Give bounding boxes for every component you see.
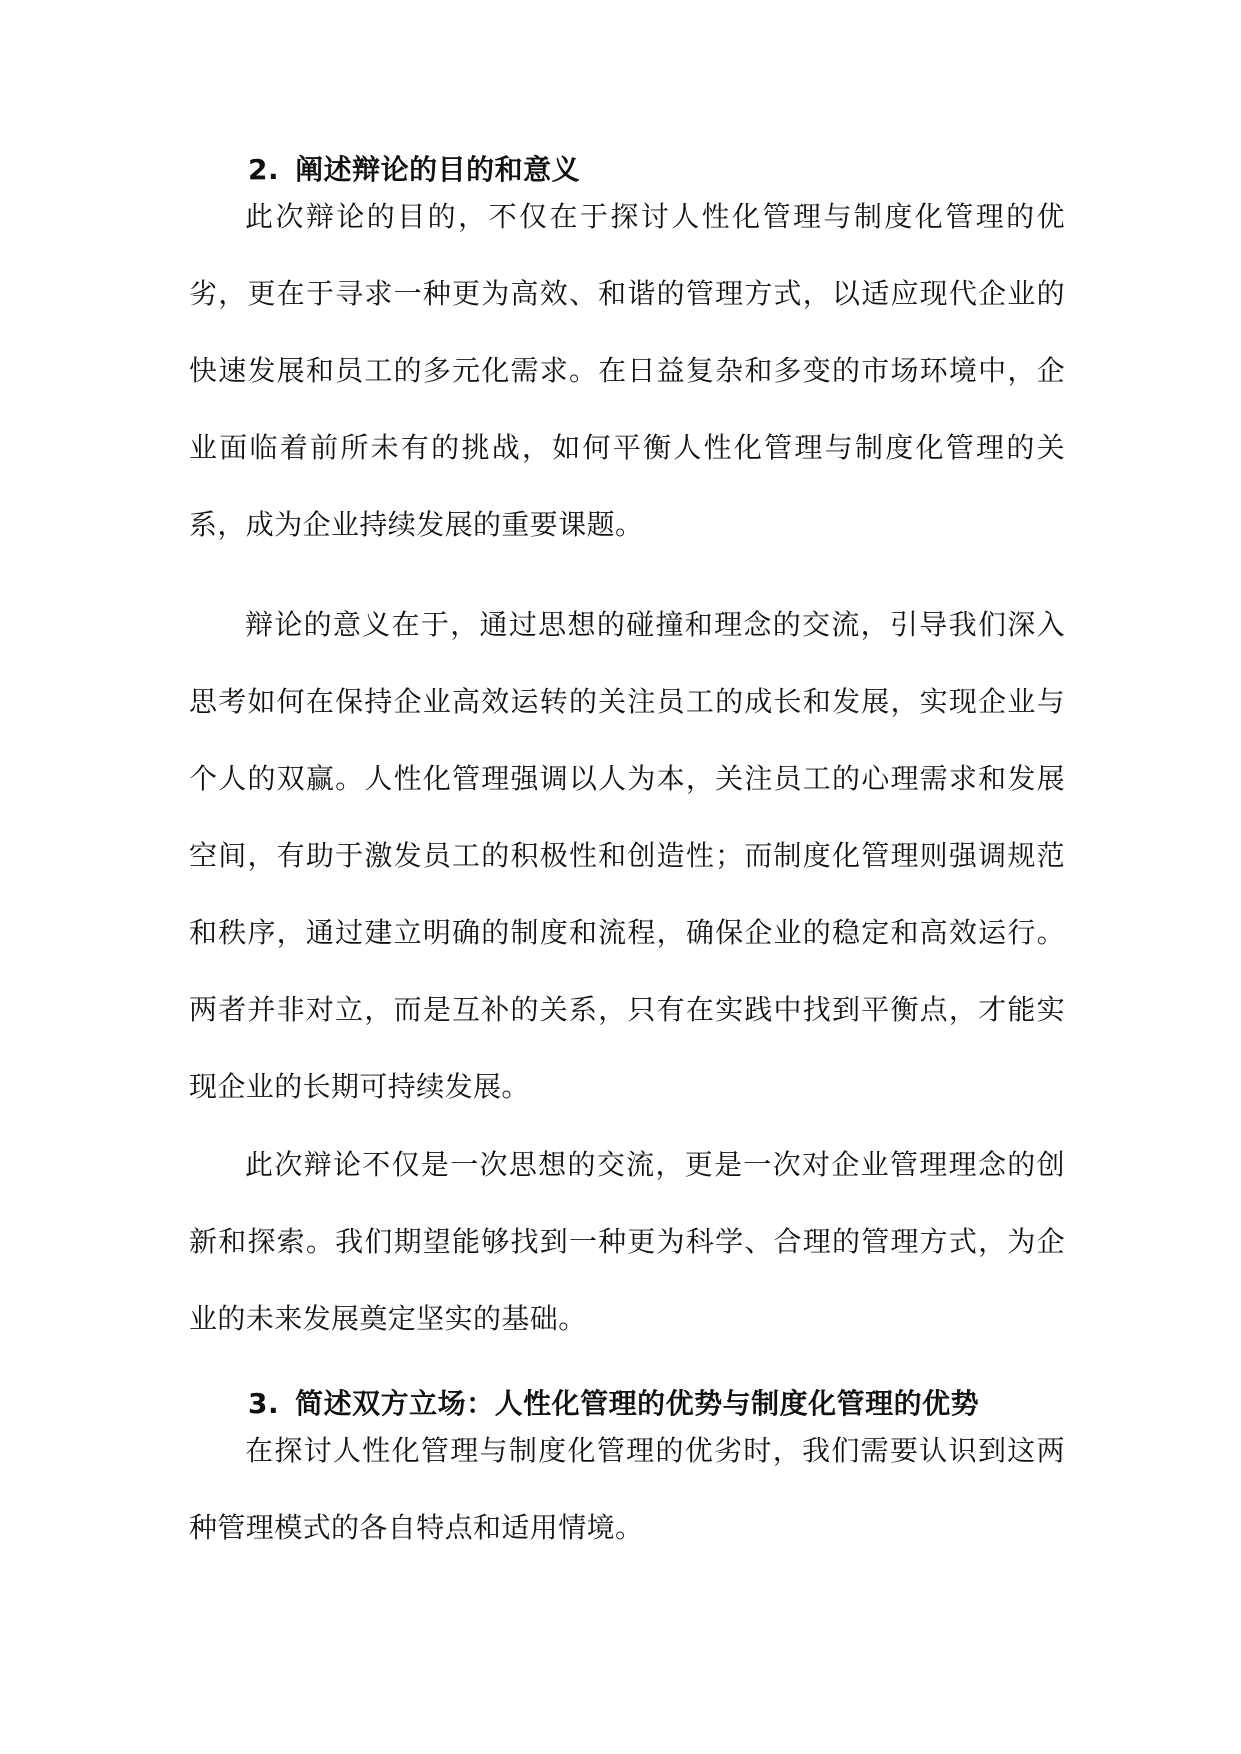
section-number: 3.: [248, 1387, 280, 1420]
paragraph-significance: 辩论的意义在于，通过思想的碰撞和理念的交流，引导我们深入思考如何在保持企业高效运转的关注员工的成长和发展，实现企业与个人的双赢。人性化管理强调以人为本，关注员工的心理需求和发展空间，有助于激发员工的积极性和创造性；而制度化管理则强调规范和秩序，通过建立明确的制度和流程，确保企业的稳定和高效运行。两者并非对立，而是互补的关系，只有在实践中找到平衡点，才能实现企业的长期可持续发展。: [189, 608, 1065, 1103]
paragraph-expectation: 此次辩论不仅是一次思想的交流，更是一次对企业管理理念的创新和探索。我们期望能够找到一种更为科学、合理的管理方式，为企业的未来发展奠定坚实的基础。: [189, 1148, 1065, 1335]
paragraph-positions-intro: 在探讨人性化管理与制度化管理的优劣时，我们需要认识到这两种管理模式的各自特点和适用情境。: [189, 1434, 1065, 1544]
section-number: 2.: [248, 153, 280, 186]
paragraph-purpose: 此次辩论的目的，不仅在于探讨人性化管理与制度化管理的优劣，更在于寻求一种更为高效、和谐的管理方式，以适应现代企业的快速发展和员工的多元化需求。在日益复杂和多变的市场环境中，企业面临着前所未有的挑战，如何平衡人性化管理与制度化管理的关系，成为企业持续发展的重要课题。: [189, 200, 1065, 541]
section-title: 阐述辩论的目的和意义: [295, 153, 581, 186]
section-title: 简述双方立场：人性化管理的优势与制度化管理的优势: [295, 1387, 980, 1420]
